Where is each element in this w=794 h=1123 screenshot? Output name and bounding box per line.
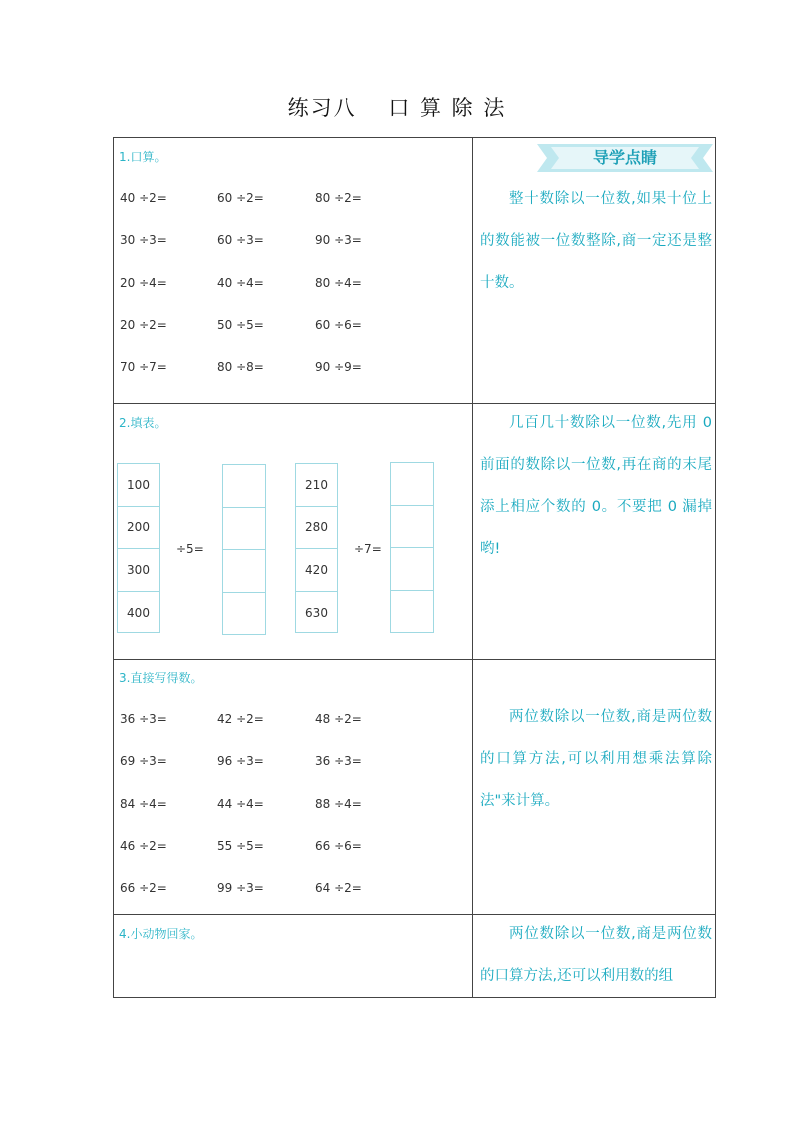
table-cell: 300: [118, 549, 159, 592]
equation: 70 ÷7=: [120, 360, 167, 375]
table-cell: 100: [118, 464, 159, 507]
operator-label: ÷5=: [176, 542, 204, 556]
table-a-answers: [222, 464, 266, 635]
equation: 69 ÷3=: [120, 754, 167, 769]
equation: 96 ÷3=: [217, 754, 264, 769]
equation: 99 ÷3=: [217, 881, 264, 896]
answer-cell[interactable]: [391, 591, 433, 634]
equation: 90 ÷3=: [315, 233, 362, 248]
page-title: 练习八 口 算 除 法: [287, 96, 507, 120]
section-2-tip: 几百几十数除以一位数,先用 0 前面的数除以一位数,再在商的末尾添上相应个数的 0。不要把 0 漏掉哟!: [480, 415, 712, 557]
equation: 84 ÷4=: [120, 796, 167, 811]
table-cell: 420: [296, 549, 337, 592]
equation: 66 ÷2=: [120, 881, 167, 896]
table-cell: 400: [127, 605, 150, 620]
section-4-title: 4.小动物回家。: [119, 927, 203, 941]
equation: 40 ÷2=: [120, 191, 167, 205]
row-divider: [113, 659, 716, 660]
equation: 64 ÷2=: [315, 881, 362, 896]
equation: 66 ÷6=: [315, 838, 362, 853]
table-cell: 280: [296, 507, 337, 550]
equation: 80 ÷2=: [315, 191, 362, 205]
table-b-values: [295, 463, 338, 633]
answer-cell[interactable]: [223, 550, 265, 593]
equation: 60 ÷3=: [217, 233, 264, 248]
equation: 50 ÷5=: [217, 317, 264, 332]
section-3-tip: 两位数除以一位数,商是两位数的口算方法,可以利用想乘法算除法"来计算。: [480, 709, 712, 809]
equation: 55 ÷5=: [217, 838, 264, 853]
answer-cell[interactable]: [391, 548, 433, 591]
equation: 40 ÷4=: [217, 275, 264, 290]
answer-cell[interactable]: [223, 465, 265, 508]
section-4-tip: 两位数除以一位数,商是两位数的口算方法,还可以利用数的组: [480, 926, 712, 984]
equation: 20 ÷4=: [120, 275, 167, 290]
table-cell: 630: [305, 605, 328, 620]
section-2-title: 2.填表。: [119, 416, 167, 430]
answer-cell[interactable]: [223, 508, 265, 551]
guide-banner-label: 导学点睛: [592, 148, 657, 167]
equation: 36 ÷3=: [120, 712, 167, 726]
section-3-title: 3.直接写得数。: [119, 671, 203, 685]
equation: 20 ÷2=: [120, 317, 167, 332]
equation: 60 ÷6=: [315, 317, 362, 332]
equation: 42 ÷2=: [217, 712, 264, 726]
operator-label: ÷7=: [354, 542, 382, 556]
equation: 60 ÷2=: [217, 191, 264, 205]
section-1-tip: 整十数除以一位数,如果十位上的数能被一位数整除,商一定还是整十数。: [480, 191, 712, 291]
equation: 48 ÷2=: [315, 712, 362, 726]
table-cell: 210: [296, 464, 337, 507]
table-cell: 200: [118, 507, 159, 550]
equation: 46 ÷2=: [120, 838, 167, 853]
table-b-answers: [390, 462, 434, 633]
equation: 44 ÷4=: [217, 796, 264, 811]
equation: 88 ÷4=: [315, 796, 362, 811]
equation: 80 ÷8=: [217, 360, 264, 375]
answer-cell[interactable]: [223, 593, 265, 636]
section-1-title: 1.口算。: [119, 150, 167, 164]
equation: 80 ÷4=: [315, 275, 362, 290]
equation: 36 ÷3=: [315, 754, 362, 769]
answer-cell[interactable]: [391, 463, 433, 506]
column-divider: [472, 137, 473, 998]
answer-cell[interactable]: [391, 506, 433, 549]
table-a-values: [117, 463, 160, 633]
equation: 30 ÷3=: [120, 233, 167, 248]
equation: 90 ÷9=: [315, 360, 362, 375]
